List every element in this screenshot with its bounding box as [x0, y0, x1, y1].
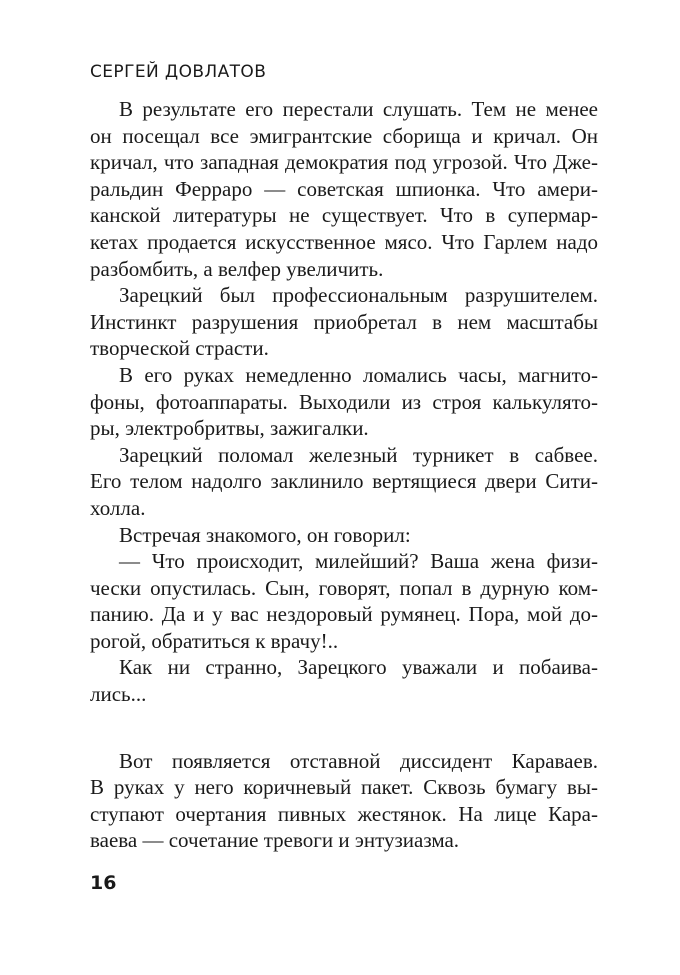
text-line: Вот появляется отставной диссидент Караваев.: [119, 748, 598, 773]
text-line: ральдин Ферраро — советская шпионка. Что амери-: [90, 176, 598, 201]
text-line: кетах продается искусственное мясо. Что Гарлем надо: [90, 229, 598, 254]
text-line: Как ни странно, Зарецкого уважали и побаива-: [119, 655, 598, 680]
text-line: Инстинкт разрушения приобретал в нем масштабы: [90, 309, 598, 334]
text-line: В его руках немедленно ломались часы, магнито-: [119, 362, 598, 387]
paragraph: [90, 442, 598, 522]
text-line: рогой, обратиться к врачу!..: [90, 628, 339, 653]
paragraph: [90, 362, 598, 442]
text-line: холла.: [90, 495, 146, 520]
text-line: панию. Да и у вас нездоровый румянец. Пора, мой до-: [90, 602, 598, 627]
text-line: ступают очертания пивных жестянок. На лице Кара-: [90, 801, 598, 826]
text-line: творческой страсти.: [90, 336, 269, 361]
text-line: В руках у него коричневый пакет. Сквозь бумагу вы-: [90, 775, 598, 800]
text-line: ры, электробритвы, зажигалки.: [90, 416, 369, 441]
body-text: [90, 96, 598, 854]
text-line: лись...: [90, 682, 147, 707]
page-number: 16: [90, 872, 117, 894]
running-head: СЕРГЕЙ ДОВЛАТОВ: [90, 62, 267, 82]
paragraph: [90, 748, 598, 854]
text-line: он посещал все эмигрантские сборища и кричал. Он: [90, 123, 598, 148]
section-break: [90, 708, 598, 748]
text-section: [90, 748, 598, 854]
text-line: Зарецкий был профессиональным разрушителем.: [119, 283, 598, 308]
text-line: фоны, фотоаппараты. Выходили из строя калькулято-: [90, 389, 598, 414]
paragraph: [90, 548, 598, 654]
text-line: ваева — сочетание тревоги и энтузиазма.: [90, 828, 460, 853]
text-line: Зарецкий поломал железный турникет в сабвее.: [119, 442, 598, 467]
text-line: — Что происходит, милейший? Ваша жена физи-: [119, 549, 598, 574]
text-line: канской литературы не существует. Что в супермар-: [90, 203, 598, 228]
paragraph: [90, 654, 598, 707]
text-line: чески опустилась. Сын, говорят, попал в дурную ком-: [90, 575, 598, 600]
text-line: Его телом надолго заклинило вертящиеся двери Сити-: [90, 469, 598, 494]
paragraph: [90, 282, 598, 362]
text-line: Встречая знакомого, он говорил:: [119, 522, 411, 547]
text-line: В результате его перестали слушать. Тем не менее: [119, 97, 598, 121]
paragraph: [90, 522, 598, 549]
text-line: кричал, что западная демократия под угрозой. Что Дже-: [90, 150, 598, 175]
text-section: [90, 96, 598, 708]
text-line: разбомбить, а велфер увеличить.: [90, 256, 384, 281]
paragraph: [90, 96, 598, 282]
